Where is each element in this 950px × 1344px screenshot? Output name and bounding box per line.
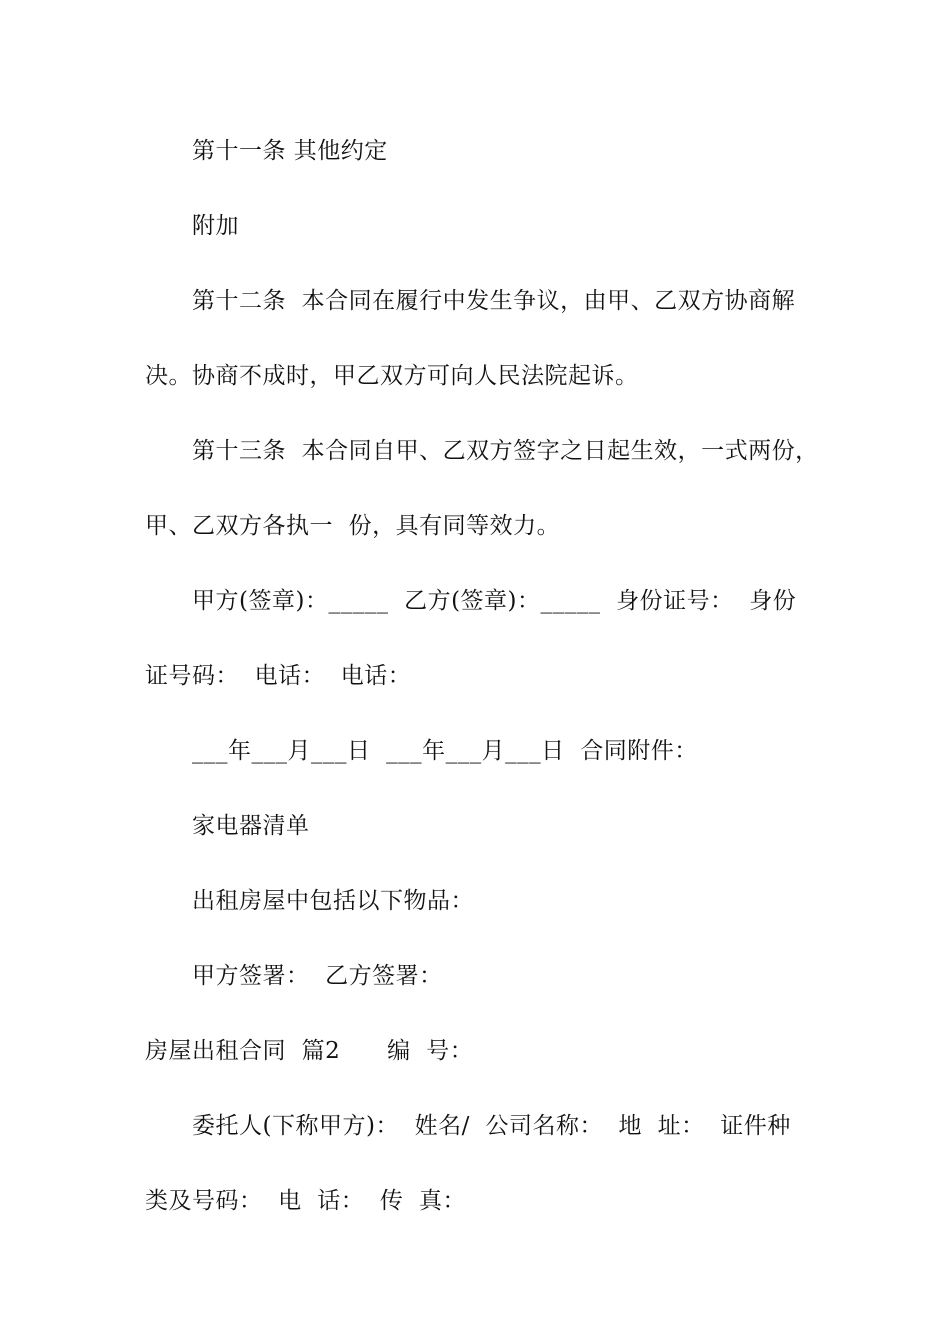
client-info-line-2: 类及号码： 电 话： 传 真：	[145, 1188, 466, 1214]
article-12-line-1: 第十二条 本合同在履行中发生争议，由甲、乙双方协商解	[192, 288, 796, 314]
contract-2-heading: 房屋出租合同 篇2 编 号：	[145, 1038, 474, 1064]
appendix-label: 附加	[192, 213, 239, 239]
appliance-list-title: 家电器清单	[192, 813, 310, 839]
sign-off-line: 甲方签署： 乙方签署：	[192, 963, 443, 989]
items-intro: 出租房屋中包括以下物品：	[192, 888, 474, 914]
article-12-line-2: 决。协商不成时，甲乙双方可向人民法院起诉。	[145, 363, 639, 389]
article-13-line-2: 甲、乙双方各执一 份，具有同等效力。	[145, 513, 561, 539]
date-line: ___年___月___日 ___年___月___日 合同附件：	[192, 738, 698, 764]
signature-line-2: 证号码： 电话： 电话：	[145, 663, 412, 689]
article-11-heading: 第十一条 其他约定	[192, 138, 388, 164]
client-info-line-1: 委托人(下称甲方)： 姓名/ 公司名称： 地 址： 证件种	[192, 1113, 791, 1139]
signature-line-1: 甲方(签章)：_____ 乙方(签章)：_____ 身份证号： 身份	[192, 588, 797, 614]
article-13-line-1: 第十三条 本合同自甲、乙双方签字之日起生效，一式两份，	[192, 438, 819, 464]
